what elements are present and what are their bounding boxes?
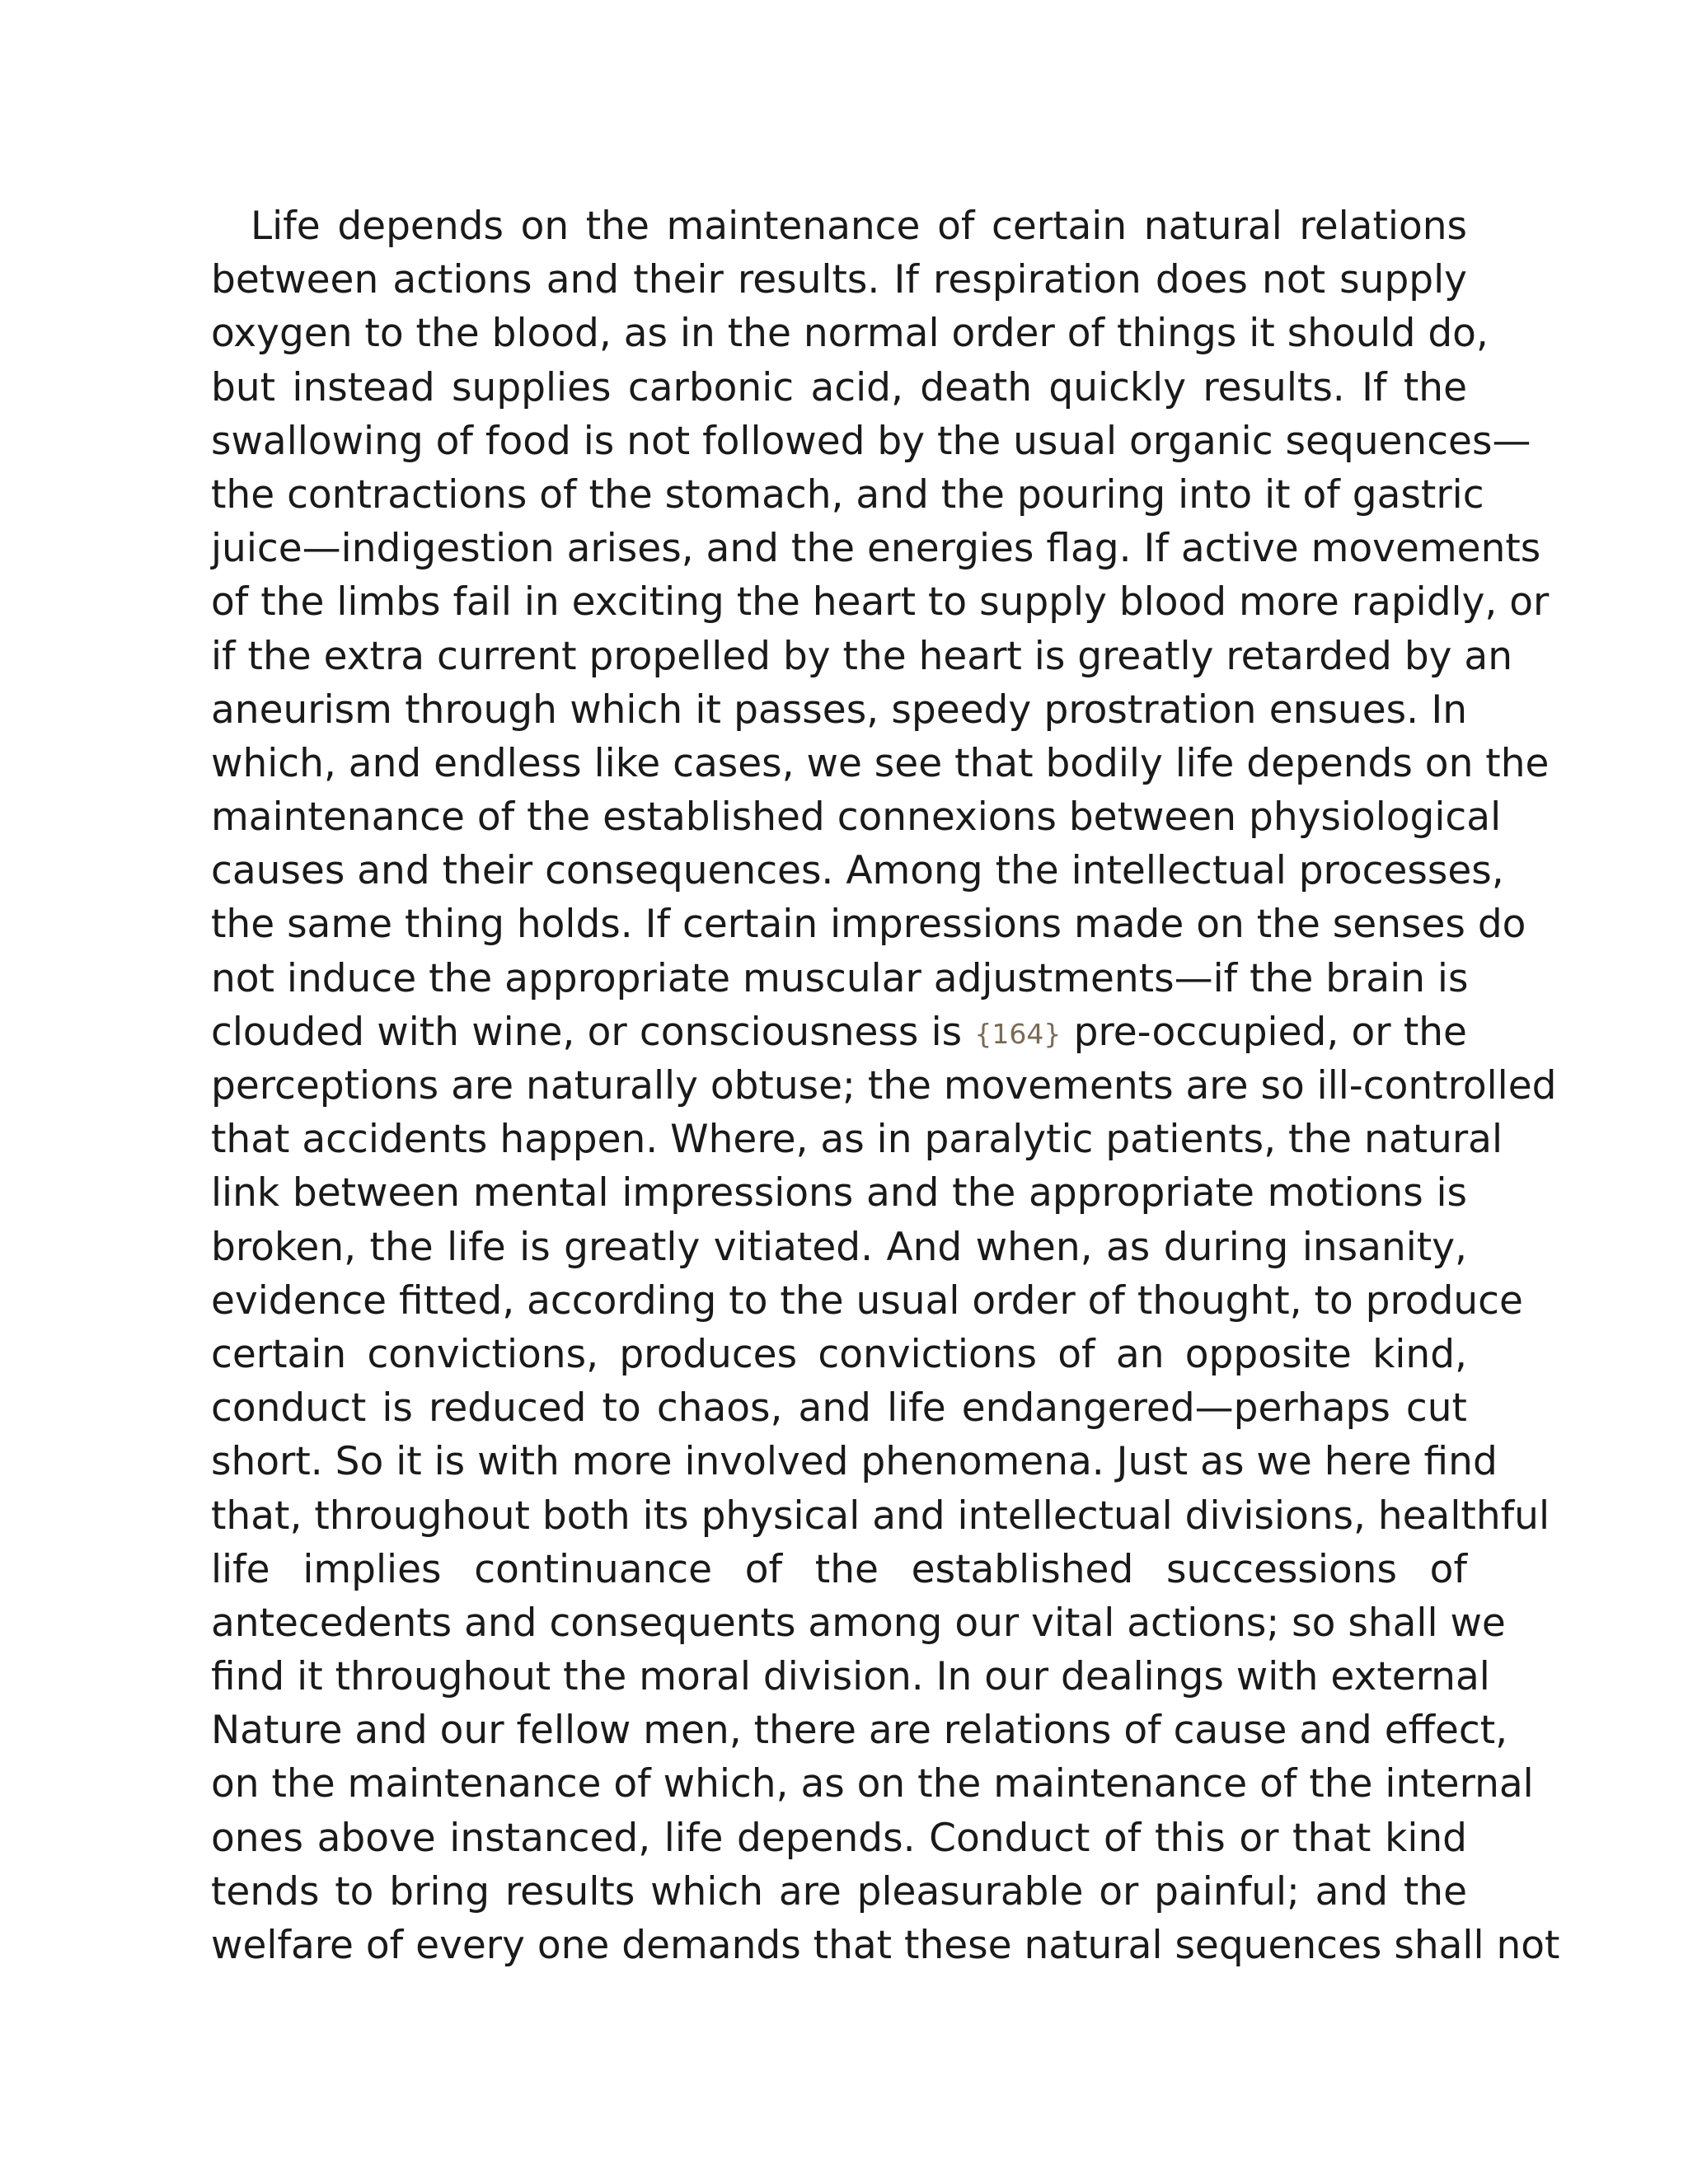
text-line: aneurism through which it passes, speedy prostration ensues. In — [211, 687, 1467, 733]
text-line: swallowing of food is not followed by the usual organic sequences— — [211, 418, 1531, 464]
text-line: of the limbs fail in exciting the heart to supply blood more rapidly, or — [211, 579, 1550, 626]
text-line: between actions and their results. If respiration does not supply — [211, 257, 1467, 303]
text-line: antecedents and consequents among our vital actions; so shall we — [211, 1600, 1506, 1646]
text-line: that, throughout both its physical and intellectual divisions, healthful — [211, 1493, 1550, 1539]
text-fragment: pre-occupied, or the — [1073, 1009, 1467, 1055]
text-line: maintenance of the established connexions between physiological — [211, 794, 1502, 841]
text-line: Nature and our fellow men, there are relations of cause and effect, — [211, 1708, 1508, 1754]
text-line: the same thing holds. If certain impressions made on the senses do — [211, 902, 1526, 948]
text-line: on the maintenance of which, as on the maintenance of the internal — [211, 1761, 1534, 1807]
text-line: certain convictions, produces convictions of an opposite kind, — [211, 1331, 1467, 1377]
text-line: conduct is reduced to chaos, and life endangered—perhaps cut — [211, 1385, 1467, 1432]
text-line: welfare of every one demands that these natural sequences shall not — [211, 1923, 1560, 1968]
text-line: which, and endless like cases, we see that bodily life depends on the — [211, 740, 1550, 786]
text-line — [211, 1005, 1467, 1059]
text-line: evidence fitted, according to the usual order of thought, to produce — [211, 1277, 1523, 1324]
text-line: perceptions are naturally obtuse; the movements are so ill-controlled — [211, 1063, 1557, 1108]
page-number-marker[interactable]: {164} — [974, 1017, 1062, 1050]
text-line: tends to bring results which are pleasurable or painful; and the — [211, 1868, 1467, 1915]
text-fragment: clouded with wine, or consciousness is — [211, 1009, 963, 1055]
text-line: but instead supplies carbonic acid, death quickly results. If the — [211, 364, 1467, 410]
body-paragraph — [211, 199, 1560, 1972]
text-line: broken, the life is greatly vitiated. And when, as during insanity, — [211, 1224, 1467, 1270]
text-line: link between mental impressions and the appropriate motions is — [211, 1170, 1467, 1216]
text-line: not induce the appropriate muscular adjustments—if the brain is — [211, 955, 1469, 1001]
text-line: Life depends on the maintenance of certain natural relations — [251, 204, 1467, 249]
text-line: short. So it is with more involved phenomena. Just as we here find — [211, 1439, 1498, 1485]
text-line: find it throughout the moral division. In our dealings with external — [211, 1654, 1490, 1700]
text-line: causes and their consequences. Among the intellectual processes, — [211, 848, 1504, 894]
text-line: the contractions of the stomach, and the pouring into it of gastric — [211, 471, 1484, 518]
text-line: ones above instanced, life depends. Conduct of this or that kind — [211, 1815, 1467, 1861]
text-line: that accidents happen. Where, as in paralytic patients, the natural — [211, 1117, 1503, 1163]
text-line: if the extra current propelled by the heart is greatly retarded by an — [211, 633, 1512, 679]
text-line: juice—indigestion arises, and the energies flag. If active movements — [211, 526, 1541, 572]
text-line: life implies continuance of the established successions of — [211, 1546, 1467, 1592]
text-line: oxygen to the blood, as in the normal order of things it should do, — [211, 311, 1489, 357]
